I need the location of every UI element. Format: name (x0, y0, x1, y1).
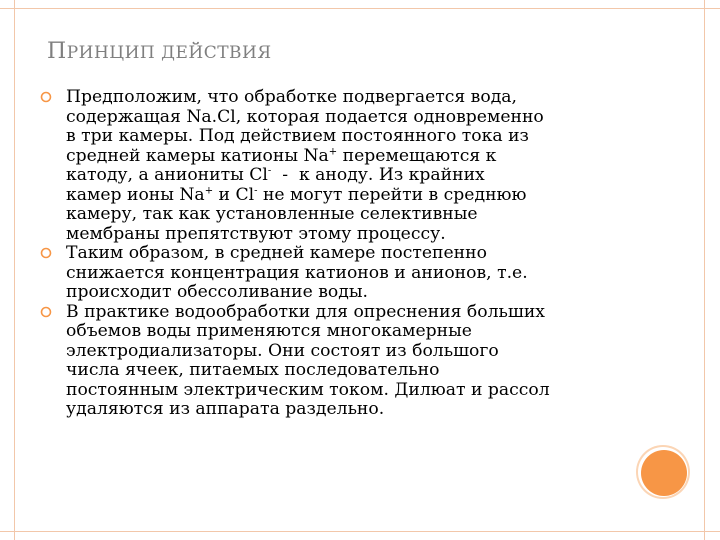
text-run: и Cl (213, 184, 255, 205)
hollow-circle-icon (40, 91, 52, 103)
hollow-circle-icon (40, 247, 52, 259)
text-run: не могут перейти в среднюю (257, 184, 527, 205)
frame-line-bottom (0, 531, 720, 532)
slide-title (47, 39, 272, 64)
bullet-line (66, 186, 640, 206)
bullet-line: камеру, так как установленные селективные (66, 204, 478, 224)
superscript: + (204, 184, 214, 196)
text-run: перемещаются к (337, 145, 497, 166)
superscript: + (328, 145, 338, 157)
hollow-circle-icon (40, 306, 52, 318)
orange-circle-icon (641, 450, 687, 496)
frame-line-top (0, 8, 720, 9)
bullet-line: происходит обессоливание воды. (66, 282, 368, 302)
bullet-line: содержащая Na.Cl, которая подается одновременно (66, 106, 544, 127)
text-run: камер ионы Na (66, 184, 205, 205)
bullet-line: объемов воды применяются многокамерные (66, 321, 472, 341)
bullet-line (66, 166, 640, 186)
text-run: катоду, а аниониты Cl (66, 165, 268, 185)
bullet-line: электродиализаторы. Они состоят из большого (66, 340, 499, 361)
bullet-line: удаляются из аппарата раздельно. (66, 399, 385, 419)
bullet-list (40, 88, 640, 420)
bullet-line: В практике водообработки для опреснения больших (66, 301, 546, 322)
bullet-line: в три камеры. Под действием постоянного тока из (66, 126, 529, 146)
title-rest: РИНЦИП ДЕЙСТВИЯ (66, 43, 272, 63)
text-run: - к аноду. Из крайних (271, 165, 485, 185)
bullet-line: числа ячеек, питаемых последовательно (66, 360, 440, 380)
frame-line-left (14, 0, 15, 540)
title-first-letter: П (47, 39, 67, 64)
superscript: - (254, 184, 258, 196)
bullet-line: Таким образом, в средней камере постепенно (66, 243, 487, 263)
frame-line-right (704, 0, 705, 540)
bullet-line: постоянным электрическим током. Дилюат и рассол (66, 379, 550, 400)
bullet-line: мембраны препятствуют этому процессу. (66, 223, 446, 244)
bullet-item (40, 88, 640, 244)
bullet-line: снижается концентрация катионов и анионов, т.е. (66, 262, 528, 283)
bullet-line: Предположим, что обработке подвергается вода, (66, 87, 518, 107)
bullet-item (40, 244, 640, 303)
superscript: - (267, 165, 272, 177)
text-run: средней камеры катионы Na (66, 145, 329, 166)
bullet-line (66, 147, 640, 167)
bullet-item (40, 303, 640, 420)
